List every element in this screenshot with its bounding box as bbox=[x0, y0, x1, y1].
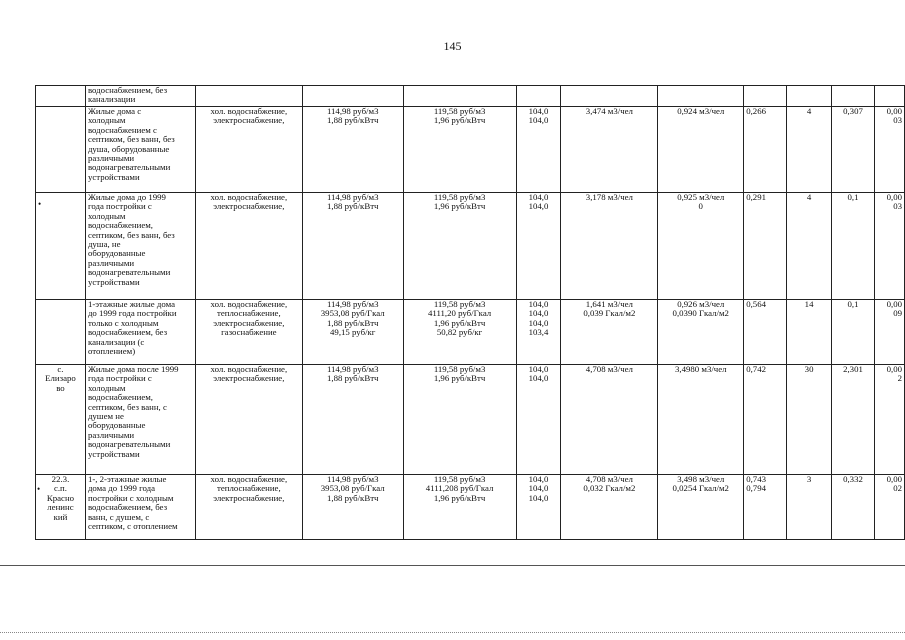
tariff-current-cell bbox=[302, 300, 403, 365]
tariff-current-cell bbox=[302, 193, 403, 300]
cell-line: 1,96 руб/кВтч bbox=[433, 492, 486, 503]
cell-line: 114,98 руб/м3 bbox=[326, 192, 379, 202]
building-type-cell bbox=[85, 365, 195, 475]
cell-line: водоснабжением, без bbox=[87, 502, 168, 513]
growth-index-cell bbox=[516, 193, 561, 300]
cell-line: во bbox=[56, 382, 65, 393]
growth-index-cell bbox=[516, 107, 561, 193]
cell-line: 3 bbox=[806, 474, 812, 484]
cell-line: канализации (с bbox=[87, 336, 145, 347]
cell-line: хол. водоснабжение, bbox=[210, 474, 288, 484]
cell-line: дома до 1999 года bbox=[87, 483, 156, 494]
locality-cell bbox=[36, 86, 86, 107]
cell-line: 0,039 Гкал/м2 bbox=[583, 308, 636, 319]
cell-line: 0,742 bbox=[746, 364, 766, 374]
cell-line: 0,1 bbox=[847, 192, 859, 202]
cell-line: 3953,08 руб/Гкал bbox=[320, 308, 385, 319]
cell-line: различными bbox=[87, 429, 135, 440]
cell-line: 114,98 руб/м3 bbox=[326, 364, 379, 374]
value-cell bbox=[832, 475, 875, 540]
coef-cell bbox=[744, 475, 787, 540]
cell-line: 104,0 bbox=[528, 201, 549, 212]
cell-line: канализации bbox=[87, 94, 136, 105]
count-cell bbox=[787, 86, 832, 107]
tariff-current-cell bbox=[302, 86, 403, 107]
cell-line: устройствами bbox=[87, 171, 140, 182]
cell-line: 1,641 м3/чел bbox=[585, 299, 633, 309]
cell-line: 4111,20 руб/Гкал bbox=[427, 308, 492, 319]
count-cell bbox=[787, 300, 832, 365]
cell-line: 49,15 руб/кг bbox=[330, 327, 376, 338]
page-divider bbox=[0, 565, 905, 566]
cell-line: теплоснабжение, bbox=[217, 308, 281, 319]
locality-cell bbox=[36, 300, 86, 365]
cell-line: 0,564 bbox=[746, 299, 766, 309]
norm-new-cell bbox=[658, 365, 744, 475]
value-cell bbox=[832, 86, 875, 107]
building-type-cell bbox=[85, 193, 195, 300]
tariff-current-cell bbox=[302, 365, 403, 475]
table-row bbox=[36, 107, 905, 193]
cell-line: водоснабжением, без bbox=[87, 327, 168, 338]
table-row bbox=[36, 365, 905, 475]
cell-line: 3,4980 м3/чел bbox=[674, 364, 727, 374]
value-cell bbox=[832, 107, 875, 193]
cell-line: 0,291 bbox=[746, 192, 766, 202]
services-cell bbox=[195, 365, 302, 475]
cell-line: 104,0 bbox=[528, 492, 549, 503]
cell-line: 0,926 м3/чел bbox=[677, 299, 725, 309]
services-cell bbox=[195, 475, 302, 540]
cell-line: 104,0 bbox=[528, 115, 549, 126]
cell-line: 1,88 руб/кВтч bbox=[326, 492, 379, 503]
bullet-marker: • bbox=[38, 199, 42, 209]
value-cell bbox=[832, 193, 875, 300]
cell-line: 104,0 bbox=[528, 317, 549, 328]
norm-current-cell bbox=[561, 475, 658, 540]
cell-line: 119,58 руб/м3 bbox=[433, 192, 486, 202]
locality-cell bbox=[36, 193, 86, 300]
cell-line: хол. водоснабжение, bbox=[210, 299, 288, 309]
cell-line: 1,96 руб/кВтч bbox=[433, 317, 486, 328]
cell-line: 1,88 руб/кВтч bbox=[326, 115, 379, 126]
norm-new-cell bbox=[658, 107, 744, 193]
cell-line: 09 bbox=[893, 308, 902, 319]
share-cell bbox=[874, 365, 904, 475]
cell-line: ленинс bbox=[47, 502, 74, 513]
cell-line: 103,4 bbox=[528, 327, 549, 338]
cell-line: 0,1 bbox=[847, 299, 859, 309]
cell-line: 4 bbox=[806, 192, 812, 202]
cell-line: 4 bbox=[806, 106, 812, 116]
coef-cell bbox=[744, 86, 787, 107]
cell-line: 119,58 руб/м3 bbox=[433, 106, 486, 116]
cell-line: Елизаро bbox=[45, 373, 76, 384]
services-cell bbox=[195, 193, 302, 300]
norm-new-cell bbox=[658, 300, 744, 365]
cell-line: 0,743 bbox=[746, 474, 766, 484]
cell-line: 1,96 руб/кВтч bbox=[433, 373, 486, 384]
cell-line: 0,00 bbox=[886, 474, 902, 484]
cell-line: 03 bbox=[893, 115, 902, 126]
cell-line: 0,925 м3/чел bbox=[677, 192, 725, 202]
cell-line: 0,794 bbox=[746, 483, 766, 494]
cell-line: водонагревательными bbox=[87, 439, 171, 450]
cell-line: 119,58 руб/м3 bbox=[433, 299, 486, 309]
services-cell bbox=[195, 86, 302, 107]
cell-line: 1,88 руб/кВтч bbox=[326, 317, 379, 328]
cell-line: 3,178 м3/чел bbox=[585, 192, 633, 202]
norm-new-cell bbox=[658, 475, 744, 540]
cell-line: 3,498 м3/чел bbox=[677, 474, 725, 484]
norm-current-cell bbox=[561, 365, 658, 475]
cell-line: водонагревательными bbox=[87, 267, 171, 278]
cell-line: устройствами bbox=[87, 276, 140, 287]
locality-cell bbox=[36, 107, 86, 193]
page-number: 145 bbox=[443, 39, 462, 53]
count-cell bbox=[787, 475, 832, 540]
cell-line: 4,708 м3/чел bbox=[585, 474, 633, 484]
growth-index-cell bbox=[516, 300, 561, 365]
cell-line: 1,88 руб/кВтч bbox=[326, 201, 379, 212]
cell-line: водоснабжением, bbox=[87, 220, 153, 231]
cell-line: 114,98 руб/м3 bbox=[326, 299, 379, 309]
cell-line: до 1999 года постройки bbox=[87, 308, 177, 319]
cell-line: 114,98 руб/м3 bbox=[326, 106, 379, 116]
cell-line: холодным bbox=[87, 210, 126, 221]
cell-line: 0,307 bbox=[843, 106, 863, 116]
cell-line: постройки с холодным bbox=[87, 492, 174, 503]
cell-line: только с холодным bbox=[87, 317, 159, 328]
cell-line: 0,0254 Гкал/м2 bbox=[672, 483, 729, 494]
tariff-current-cell bbox=[302, 475, 403, 540]
cell-line: оборудованные bbox=[87, 420, 146, 431]
cell-line: электроснабжение, bbox=[213, 115, 285, 126]
table-row bbox=[36, 86, 905, 107]
cell-line: 0,032 Гкал/м2 bbox=[583, 483, 636, 494]
cell-line: водоснабжением с bbox=[87, 124, 157, 135]
cell-line: 30 bbox=[804, 364, 814, 374]
cell-line: электроснабжение, bbox=[213, 492, 285, 503]
cell-line: септиком, без ванн, без bbox=[87, 134, 175, 145]
norm-new-cell bbox=[658, 86, 744, 107]
share-cell bbox=[874, 107, 904, 193]
tariff-new-cell bbox=[403, 107, 516, 193]
cell-line: септиком, без ванн, без bbox=[87, 229, 175, 240]
count-cell bbox=[787, 365, 832, 475]
value-cell bbox=[832, 365, 875, 475]
norm-current-cell bbox=[561, 107, 658, 193]
count-cell bbox=[787, 107, 832, 193]
cell-line: душа, оборудованные bbox=[87, 143, 170, 154]
building-type-cell bbox=[85, 475, 195, 540]
cell-line: ванн, с душем, с bbox=[87, 511, 150, 522]
tariff-new-cell bbox=[403, 475, 516, 540]
cell-line: 0,00 bbox=[886, 106, 902, 116]
cell-line: различными bbox=[87, 257, 135, 268]
cell-line: 0,0390 Гкал/м2 bbox=[672, 308, 729, 319]
cell-line: 0,266 bbox=[746, 106, 766, 116]
cell-line: электроснабжение, bbox=[213, 201, 285, 212]
cell-line: года постройки с bbox=[87, 373, 152, 384]
tariff-table bbox=[35, 85, 905, 540]
cell-line: 22.3. bbox=[51, 474, 70, 484]
cell-line: 119,58 руб/м3 bbox=[433, 474, 486, 484]
cell-line: 104,0 bbox=[528, 483, 549, 494]
growth-index-cell bbox=[516, 475, 561, 540]
scan-edge bbox=[0, 632, 905, 633]
cell-line: водоснабжением, bbox=[87, 392, 153, 403]
growth-index-cell bbox=[516, 365, 561, 475]
cell-line: оборудованные bbox=[87, 248, 146, 259]
cell-line: отоплением) bbox=[87, 346, 136, 357]
share-cell bbox=[874, 86, 904, 107]
cell-line: различными bbox=[87, 153, 135, 164]
tariff-current-cell bbox=[302, 107, 403, 193]
value-cell bbox=[832, 300, 875, 365]
cell-line: 0,00 bbox=[886, 192, 902, 202]
cell-line: 104,0 bbox=[528, 106, 549, 116]
cell-line: с.п. bbox=[53, 483, 67, 494]
cell-line: 3953,08 руб/Гкал bbox=[320, 483, 385, 494]
tariff-new-cell bbox=[403, 300, 516, 365]
cell-line: Жилые дома после 1999 bbox=[87, 364, 179, 374]
cell-line: хол. водоснабжение, bbox=[210, 192, 288, 202]
share-cell bbox=[874, 193, 904, 300]
cell-line: 1,88 руб/кВтч bbox=[326, 373, 379, 384]
share-cell bbox=[874, 475, 904, 540]
table-row bbox=[36, 475, 905, 540]
cell-line: Жилые дома до 1999 bbox=[87, 192, 166, 202]
coef-cell bbox=[744, 107, 787, 193]
cell-line: устройствами bbox=[87, 448, 140, 459]
cell-line: Жилые дома с bbox=[87, 106, 142, 116]
cell-line: газоснабжение bbox=[221, 327, 277, 338]
growth-index-cell bbox=[516, 86, 561, 107]
building-type-cell bbox=[85, 300, 195, 365]
cell-line: 3,474 м3/чел bbox=[585, 106, 633, 116]
norm-current-cell bbox=[561, 193, 658, 300]
norm-current-cell bbox=[561, 86, 658, 107]
table-body bbox=[36, 86, 905, 540]
cell-line: 4,708 м3/чел bbox=[585, 364, 633, 374]
tariff-new-cell bbox=[403, 365, 516, 475]
cell-line: 0,00 bbox=[886, 364, 902, 374]
cell-line: с. bbox=[57, 364, 64, 374]
cell-line: 104,0 bbox=[528, 373, 549, 384]
cell-line: кий bbox=[53, 511, 68, 522]
cell-line: 104,0 bbox=[528, 474, 549, 484]
cell-line: хол. водоснабжение, bbox=[210, 106, 288, 116]
cell-line: 2 bbox=[897, 373, 902, 384]
cell-line: 1,96 руб/кВтч bbox=[433, 115, 486, 126]
coef-cell bbox=[744, 193, 787, 300]
norm-new-cell bbox=[658, 193, 744, 300]
table-row bbox=[36, 193, 905, 300]
cell-line: 0,00 bbox=[886, 299, 902, 309]
cell-line: 1,96 руб/кВтч bbox=[433, 201, 486, 212]
cell-line: водонагревательными bbox=[87, 162, 171, 173]
cell-line: Красно bbox=[46, 492, 75, 503]
cell-line: душем не bbox=[87, 411, 124, 422]
cell-line: 4111,208 руб/Гкал bbox=[425, 483, 494, 494]
count-cell bbox=[787, 193, 832, 300]
table-row bbox=[36, 300, 905, 365]
cell-line: септиком, без ванн, с bbox=[87, 401, 167, 412]
cell-line: 104,0 bbox=[528, 308, 549, 319]
cell-line: холодным bbox=[87, 382, 126, 393]
cell-line: 14 bbox=[804, 299, 814, 309]
cell-line: электроснабжение, bbox=[213, 373, 285, 384]
coef-cell bbox=[744, 365, 787, 475]
services-cell bbox=[195, 107, 302, 193]
cell-line: холодным bbox=[87, 115, 126, 126]
cell-line: года постройки с bbox=[87, 201, 152, 212]
cell-line: 1-, 2-этажные жилые bbox=[87, 474, 167, 484]
tariff-new-cell bbox=[403, 86, 516, 107]
cell-line: 119,58 руб/м3 bbox=[433, 364, 486, 374]
cell-line: душа, не bbox=[87, 239, 121, 250]
norm-current-cell bbox=[561, 300, 658, 365]
cell-line: 1-этажные жилые дома bbox=[87, 299, 176, 309]
cell-line: 104,0 bbox=[528, 299, 549, 309]
building-type-cell bbox=[85, 107, 195, 193]
cell-line: 0 bbox=[698, 201, 703, 212]
cell-line: водоснабжением, без bbox=[87, 85, 168, 95]
cell-line: электроснабжение, bbox=[213, 317, 285, 328]
cell-line: теплоснабжение, bbox=[217, 483, 281, 494]
services-cell bbox=[195, 300, 302, 365]
cell-line: 114,98 руб/м3 bbox=[326, 474, 379, 484]
share-cell bbox=[874, 300, 904, 365]
cell-line: 50,82 руб/кг bbox=[436, 327, 483, 338]
cell-line: хол. водоснабжение, bbox=[210, 364, 288, 374]
cell-line: 03 bbox=[893, 201, 902, 212]
coef-cell bbox=[744, 300, 787, 365]
cell-line: септиком, с отоплением bbox=[87, 521, 178, 532]
building-type-cell bbox=[85, 86, 195, 107]
cell-line: 104,0 bbox=[528, 364, 549, 374]
cell-line: 2,301 bbox=[843, 364, 863, 374]
cell-line: 104,0 bbox=[528, 192, 549, 202]
bullet-marker: • bbox=[37, 484, 41, 494]
cell-line: 02 bbox=[893, 483, 902, 494]
cell-line: 0,332 bbox=[843, 474, 863, 484]
cell-line: 0,924 м3/чел bbox=[677, 106, 725, 116]
locality-cell bbox=[36, 475, 86, 540]
locality-cell bbox=[36, 365, 86, 475]
tariff-new-cell bbox=[403, 193, 516, 300]
